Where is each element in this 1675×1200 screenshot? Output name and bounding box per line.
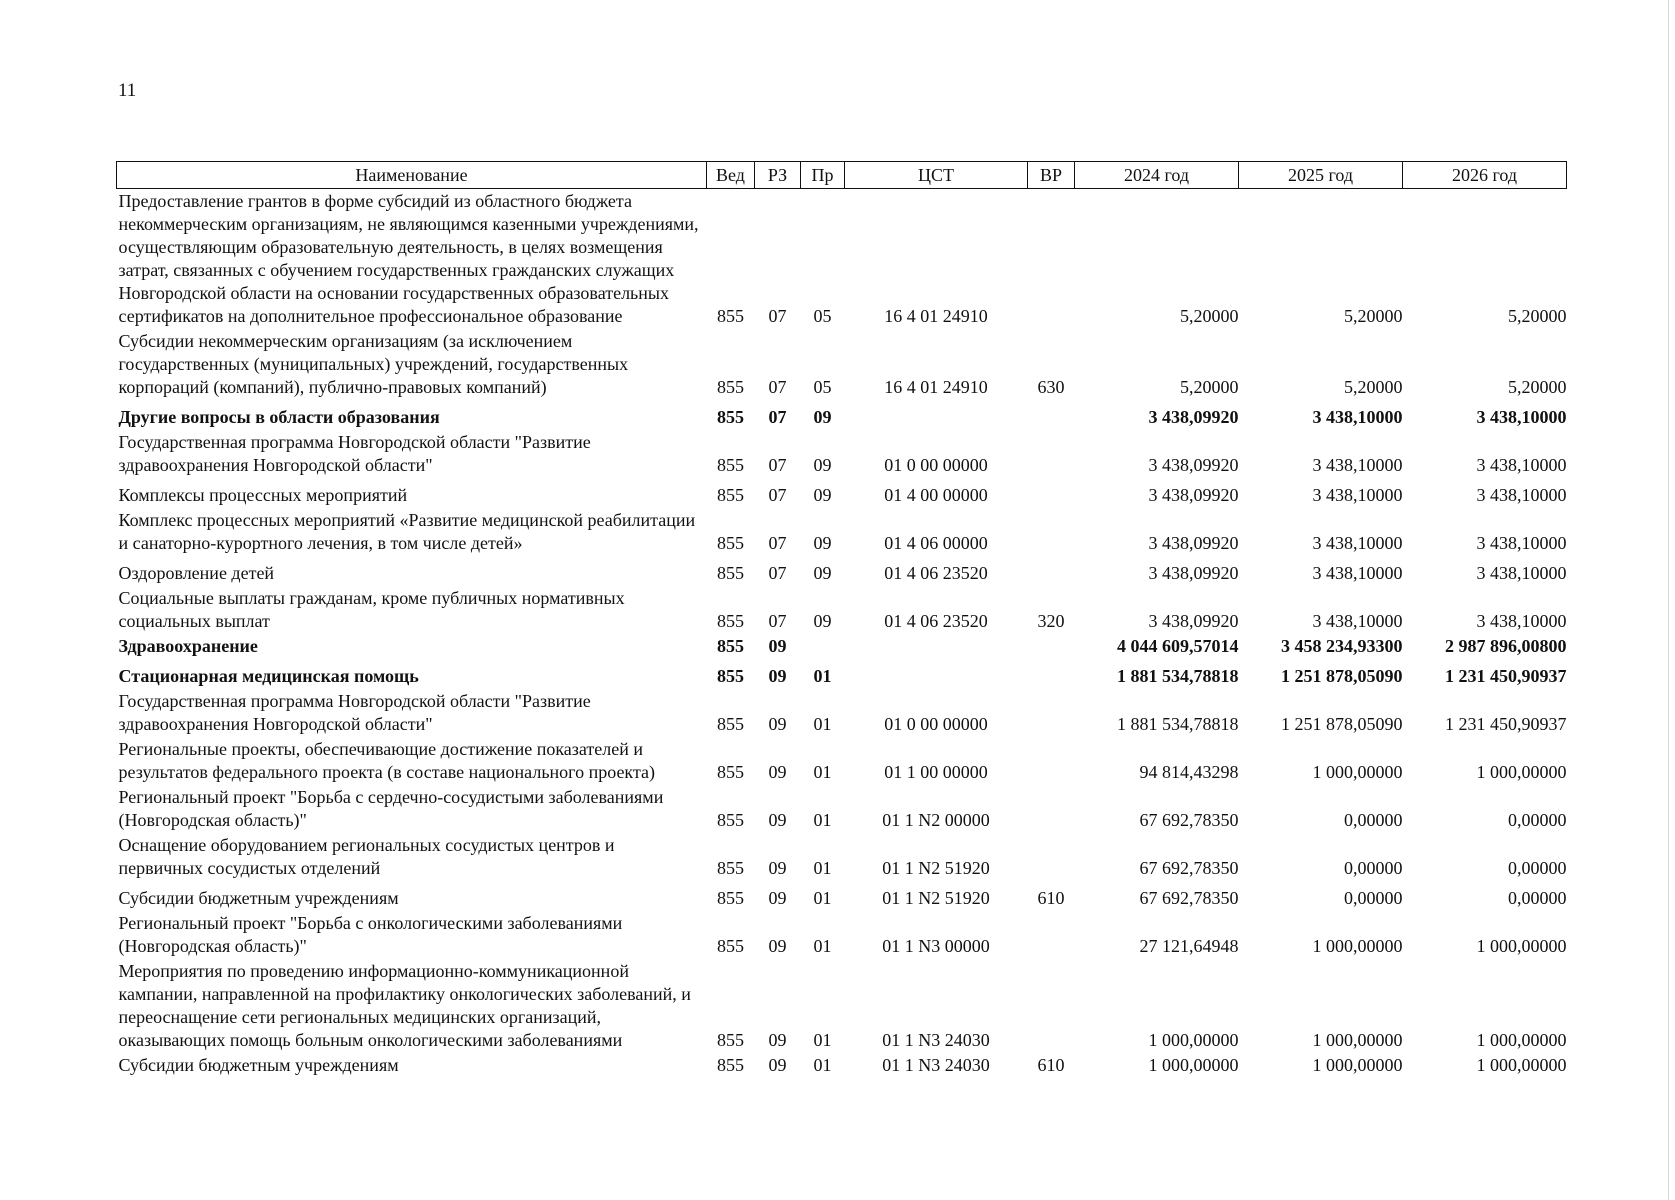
header-pr: Пр: [801, 162, 845, 189]
row-vr: [1028, 833, 1075, 881]
header-ved: Вед: [707, 162, 755, 189]
row-2025: 0,00000: [1344, 888, 1403, 908]
row-2025: 1 251 878,05090: [1281, 714, 1403, 734]
table-row: [117, 586, 1567, 634]
row-2025: 3 438,10000: [1312, 533, 1403, 553]
budget-table-container: [116, 161, 1566, 1078]
row-cst: 01 1 N2 51920: [882, 858, 990, 878]
row-pr: 01: [813, 666, 832, 686]
row-2026: 3 438,10000: [1476, 455, 1567, 475]
row-2026: 1 231 450,90937: [1445, 666, 1567, 686]
row-ved: 855: [717, 888, 744, 908]
row-2025: 1 000,00000: [1312, 1055, 1403, 1075]
row-2025: 5,20000: [1344, 306, 1403, 326]
row-pr: 01: [813, 1030, 832, 1050]
scan-edge-line: [1668, 0, 1669, 1200]
row-2024: 3 438,09920: [1148, 407, 1239, 427]
table-header: [117, 162, 1567, 189]
row-name: Здравоохранение: [118, 636, 258, 656]
row-vr: [1028, 478, 1075, 508]
table-row: [117, 833, 1567, 881]
row-vr: 610: [1037, 1055, 1065, 1075]
row-rz: 09: [768, 1030, 787, 1050]
row-cst: 16 4 01 24910: [884, 306, 988, 326]
row-2024: 67 692,78350: [1139, 858, 1239, 878]
row-2026: 0,00000: [1508, 888, 1567, 908]
row-pr: 09: [813, 611, 832, 631]
table-row: [117, 508, 1567, 556]
row-cst: [845, 400, 1028, 430]
row-cst: 01 4 00 00000: [884, 485, 988, 505]
row-2026: 5,20000: [1508, 377, 1567, 397]
row-name: Комплекс процессных мероприятий «Развитие медицинской реабилитации и санаторно-курортного лечения, в том числе детей»: [118, 510, 696, 553]
row-cst: 01 1 00 00000: [884, 762, 988, 782]
row-vr: [1028, 508, 1075, 556]
table-row: [117, 430, 1567, 478]
row-2024: 3 438,09920: [1148, 563, 1239, 583]
row-2026: 5,20000: [1508, 306, 1567, 326]
row-2026: 3 438,10000: [1476, 407, 1567, 427]
row-2024: 27 121,64948: [1139, 936, 1239, 956]
row-ved: 855: [717, 407, 744, 427]
row-ved: 855: [717, 533, 744, 553]
row-2024: 4 044 609,57014: [1117, 636, 1239, 656]
row-vr: [1028, 911, 1075, 959]
row-name: Предоставление грантов в форме субсидий из областного бюджета некоммерческим организациям, не являющимся казенными учреждениями, осуществляющим образовательную деятельность, в целях возмещения затрат, связанных с обучением государственных гражданских служащих Новгородской области на основании государственных образовательных сертификатов на дополнительное профессиональное образование: [118, 191, 699, 326]
row-cst: 01 1 N2 00000: [882, 810, 990, 830]
table-row: [117, 659, 1567, 689]
row-pr: 05: [813, 377, 832, 397]
row-pr: 09: [813, 485, 832, 505]
row-cst: 16 4 01 24910: [884, 377, 988, 397]
row-vr: [1028, 659, 1075, 689]
row-ved: 855: [717, 714, 744, 734]
table-row: [117, 400, 1567, 430]
row-rz: 07: [768, 377, 787, 397]
row-name: Субсидии некоммерческим организациям (за исключением государственных (муниципальных) учреждений, государственных корпораций (компаний), публично-правовых компаний): [118, 331, 629, 397]
row-name: Региональный проект "Борьба с онкологическими заболеваниями (Новгородская область)": [118, 913, 623, 956]
row-cst: 01 4 06 00000: [884, 533, 988, 553]
row-2024: 1 881 534,78818: [1117, 714, 1239, 734]
row-vr: 630: [1037, 377, 1065, 397]
row-rz: 07: [768, 611, 787, 631]
row-2024: 1 000,00000: [1148, 1055, 1239, 1075]
table-row: [117, 911, 1567, 959]
row-name: Социальные выплаты гражданам, кроме публичных нормативных социальных выплат: [118, 588, 625, 631]
row-rz: 09: [768, 888, 787, 908]
table-row: [117, 689, 1567, 737]
row-pr: 09: [813, 407, 832, 427]
row-vr: [1028, 737, 1075, 785]
row-2024: 94 814,43298: [1139, 762, 1239, 782]
row-2024: 3 438,09920: [1148, 485, 1239, 505]
row-cst: 01 0 00 00000: [884, 714, 988, 734]
row-rz: 09: [768, 666, 787, 686]
row-pr: 01: [813, 762, 832, 782]
row-2024: 1 881 534,78818: [1117, 666, 1239, 686]
row-cst: 01 1 N3 24030: [882, 1030, 990, 1050]
row-2025: 1 251 878,05090: [1281, 666, 1403, 686]
budget-table: [116, 161, 1567, 1078]
row-rz: 07: [768, 455, 787, 475]
header-name: Наименование: [117, 162, 707, 189]
row-vr: [1028, 400, 1075, 430]
row-ved: 855: [717, 666, 744, 686]
row-rz: 07: [768, 533, 787, 553]
row-pr: 09: [813, 533, 832, 553]
row-name: Региональные проекты, обеспечивающие достижение показателей и результатов федерального проекта (в составе национального проекта): [118, 739, 656, 782]
row-ved: 855: [717, 377, 744, 397]
row-pr: 01: [813, 858, 832, 878]
row-2026: 1 231 450,90937: [1445, 714, 1567, 734]
row-name: Стационарная медицинская помощь: [118, 666, 419, 686]
header-rz: РЗ: [755, 162, 801, 189]
row-pr: 01: [813, 888, 832, 908]
table-row: [117, 189, 1567, 330]
row-ved: 855: [717, 306, 744, 326]
row-rz: 09: [768, 636, 787, 656]
row-2026: 1 000,00000: [1476, 1030, 1567, 1050]
row-2025: 1 000,00000: [1312, 762, 1403, 782]
row-2025: 3 438,10000: [1312, 455, 1403, 475]
row-ved: 855: [717, 455, 744, 475]
row-2024: 3 438,09920: [1148, 533, 1239, 553]
row-vr: [1028, 689, 1075, 737]
row-ved: 855: [717, 1030, 744, 1050]
row-cst: [845, 634, 1028, 659]
table-row: [117, 881, 1567, 911]
row-vr: [1028, 959, 1075, 1053]
row-2024: 67 692,78350: [1139, 810, 1239, 830]
table-row: [117, 1053, 1567, 1078]
row-2025: 1 000,00000: [1312, 1030, 1403, 1050]
header-vr: ВР: [1028, 162, 1075, 189]
row-pr: 01: [813, 1055, 832, 1075]
row-name: Мероприятия по проведению информационно-коммуникационной кампании, направленной на профилактику онкологических заболеваний, и переоснащение сети региональных медицинских организаций, оказывающих помощь больным онкологическими заболеваниями: [118, 961, 691, 1050]
row-name: Государственная программа Новгородской области "Развитие здравоохранения Новгородской области": [118, 691, 591, 734]
row-cst: 01 1 N2 51920: [882, 888, 990, 908]
row-pr: 09: [813, 455, 832, 475]
row-pr: 01: [813, 810, 832, 830]
row-vr: [1028, 556, 1075, 586]
row-2025: 3 438,10000: [1312, 611, 1403, 631]
row-vr: [1028, 189, 1075, 330]
row-pr: 05: [813, 306, 832, 326]
header-2024: 2024 год: [1075, 162, 1239, 189]
row-ved: 855: [717, 485, 744, 505]
row-ved: 855: [717, 762, 744, 782]
row-vr: [1028, 785, 1075, 833]
row-2025: 3 438,10000: [1312, 563, 1403, 583]
row-rz: 09: [768, 762, 787, 782]
row-cst: [845, 659, 1028, 689]
row-2024: 5,20000: [1180, 306, 1239, 326]
table-row: [117, 959, 1567, 1053]
row-2025: 1 000,00000: [1312, 936, 1403, 956]
row-rz: 09: [768, 810, 787, 830]
row-rz: 09: [768, 858, 787, 878]
row-rz: 07: [768, 485, 787, 505]
header-2026: 2026 год: [1403, 162, 1567, 189]
row-2026: 0,00000: [1508, 810, 1567, 830]
header-cst: ЦСТ: [845, 162, 1028, 189]
row-ved: 855: [717, 611, 744, 631]
table-row: [117, 478, 1567, 508]
table-row: [117, 329, 1567, 400]
row-ved: 855: [717, 858, 744, 878]
row-2024: 3 438,09920: [1148, 455, 1239, 475]
row-2026: 2 987 896,00800: [1445, 636, 1567, 656]
row-2026: 1 000,00000: [1476, 762, 1567, 782]
row-name: Субсидии бюджетным учреждениям: [118, 1055, 399, 1075]
row-vr: [1028, 634, 1075, 659]
row-2026: 3 438,10000: [1476, 485, 1567, 505]
row-vr: [1028, 430, 1075, 478]
row-ved: 855: [717, 936, 744, 956]
row-ved: 855: [717, 563, 744, 583]
row-2025: 0,00000: [1344, 858, 1403, 878]
row-cst: 01 1 N3 24030: [882, 1055, 990, 1075]
row-2026: 3 438,10000: [1476, 563, 1567, 583]
row-rz: 09: [768, 714, 787, 734]
row-pr: 09: [813, 563, 832, 583]
row-pr: 01: [813, 714, 832, 734]
row-2026: 1 000,00000: [1476, 1055, 1567, 1075]
row-2024: 1 000,00000: [1148, 1030, 1239, 1050]
row-rz: 07: [768, 306, 787, 326]
row-2025: 3 458 234,93300: [1281, 636, 1403, 656]
row-cst: 01 1 N3 00000: [882, 936, 990, 956]
row-name: Оздоровление детей: [118, 563, 275, 583]
row-name: Субсидии бюджетным учреждениям: [118, 888, 399, 908]
row-ved: 855: [717, 1055, 744, 1075]
row-vr: 610: [1037, 888, 1065, 908]
header-2025: 2025 год: [1239, 162, 1403, 189]
row-2025: 5,20000: [1344, 377, 1403, 397]
row-2024: 67 692,78350: [1139, 888, 1239, 908]
table-row: [117, 556, 1567, 586]
row-ved: 855: [717, 636, 744, 656]
row-rz: 09: [768, 1055, 787, 1075]
row-name: Другие вопросы в области образования: [118, 407, 440, 427]
page-number: 11: [118, 80, 137, 101]
table-row: [117, 737, 1567, 785]
row-2024: 5,20000: [1180, 377, 1239, 397]
row-name: Региональный проект "Борьба с сердечно-сосудистыми заболеваниями (Новгородская область)": [118, 787, 664, 830]
row-2026: 3 438,10000: [1476, 611, 1567, 631]
row-rz: 07: [768, 407, 787, 427]
row-vr: 320: [1037, 611, 1065, 631]
row-cst: 01 4 06 23520: [884, 563, 988, 583]
row-2025: 3 438,10000: [1312, 485, 1403, 505]
row-2026: 3 438,10000: [1476, 533, 1567, 553]
row-name: Оснащение оборудованием региональных сосудистых центров и первичных сосудистых отделений: [118, 835, 615, 878]
header-row: [117, 162, 1567, 189]
row-ved: 855: [717, 810, 744, 830]
row-2024: 3 438,09920: [1148, 611, 1239, 631]
row-2026: 0,00000: [1508, 858, 1567, 878]
row-rz: 07: [768, 563, 787, 583]
row-cst: 01 0 00 00000: [884, 455, 988, 475]
row-rz: 09: [768, 936, 787, 956]
table-row: [117, 785, 1567, 833]
row-2025: 0,00000: [1344, 810, 1403, 830]
row-pr: 01: [813, 936, 832, 956]
row-name: Государственная программа Новгородской области "Развитие здравоохранения Новгородской области": [118, 432, 591, 475]
row-2026: 1 000,00000: [1476, 936, 1567, 956]
row-name: Комплексы процессных мероприятий: [118, 485, 408, 505]
table-body: [117, 189, 1567, 1079]
table-row: [117, 634, 1567, 659]
row-cst: 01 4 06 23520: [884, 611, 988, 631]
row-pr: [801, 634, 845, 659]
row-2025: 3 438,10000: [1312, 407, 1403, 427]
